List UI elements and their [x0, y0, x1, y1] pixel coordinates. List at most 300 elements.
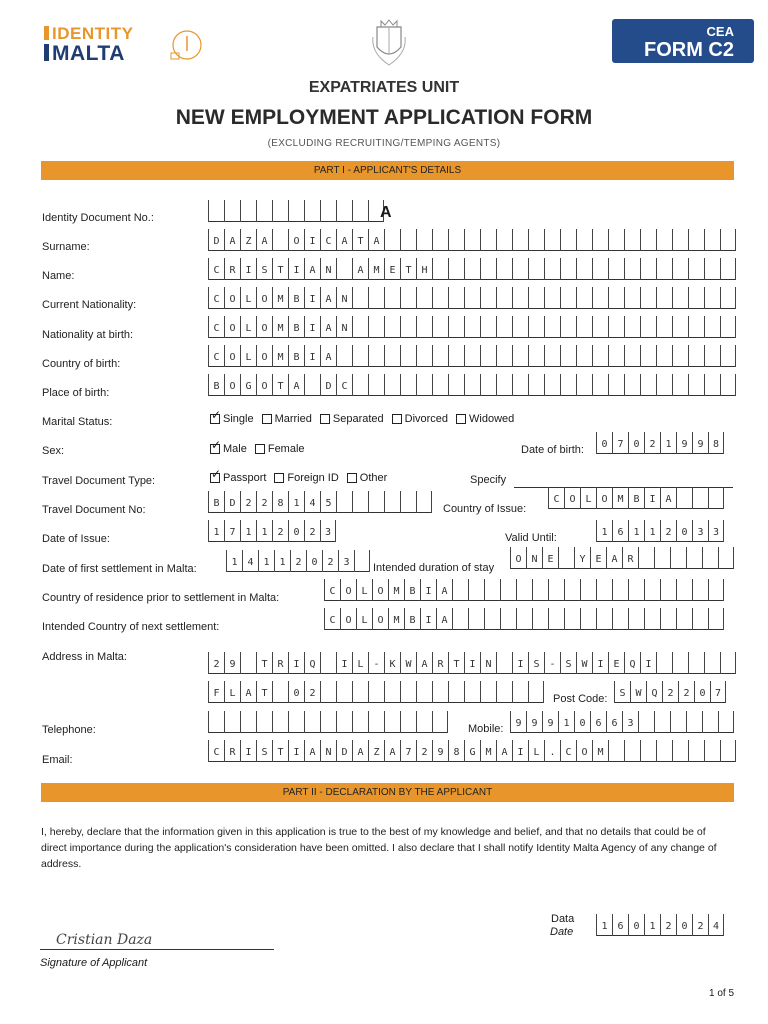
char-box: 2: [660, 914, 676, 936]
char-box: [416, 681, 432, 703]
char-box: 6: [590, 711, 606, 733]
char-box: [480, 681, 496, 703]
char-box: [718, 711, 734, 733]
char-box: [688, 287, 704, 309]
checkbox-label: Widowed: [469, 413, 515, 425]
char-box: [544, 258, 560, 280]
char-box: L: [356, 579, 372, 601]
declaration-date-field[interactable]: [596, 914, 724, 936]
char-box: [528, 681, 544, 703]
char-box: [464, 287, 480, 309]
char-box: [336, 681, 352, 703]
char-box: M: [388, 579, 404, 601]
char-box: [432, 316, 448, 338]
char-box: [544, 229, 560, 251]
char-box: [416, 345, 432, 367]
char-box: 0: [288, 681, 304, 703]
char-box: [432, 287, 448, 309]
char-box: B: [404, 608, 420, 630]
char-box: 2: [322, 550, 338, 572]
char-box: [528, 345, 544, 367]
char-box: [452, 579, 468, 601]
char-box: [464, 316, 480, 338]
char-box: [640, 258, 656, 280]
checkbox-option[interactable]: [210, 413, 254, 425]
char-box: [256, 200, 272, 222]
char-box: 1: [644, 914, 660, 936]
char-box: [654, 547, 670, 569]
char-box: O: [372, 579, 388, 601]
char-box: [416, 374, 432, 396]
char-box: [592, 229, 608, 251]
char-box: [464, 681, 480, 703]
checkbox-option[interactable]: [274, 472, 338, 484]
checkbox-label: Foreign ID: [287, 472, 339, 484]
char-box: I: [240, 258, 256, 280]
char-box: 0: [694, 681, 710, 703]
duration-field[interactable]: [510, 547, 734, 569]
label-travel-doc-type: Travel Document Type:: [42, 475, 156, 487]
char-box: C: [208, 287, 224, 309]
char-box: A: [320, 345, 336, 367]
char-box: I: [304, 229, 320, 251]
char-box: 0: [676, 520, 692, 542]
char-box: [624, 345, 640, 367]
char-box: [320, 711, 336, 733]
char-box: [560, 374, 576, 396]
char-box: [352, 287, 368, 309]
first-settlement-field[interactable]: [226, 550, 370, 572]
char-box: A: [352, 258, 368, 280]
travel-doc-no-field[interactable]: [208, 491, 432, 513]
char-box: Q: [646, 681, 662, 703]
char-box: O: [372, 608, 388, 630]
char-box: O: [340, 608, 356, 630]
char-box: [720, 316, 736, 338]
char-box: E: [608, 652, 624, 674]
identity-malta-logo: [44, 24, 133, 64]
char-box: [532, 579, 548, 601]
char-box: I: [512, 740, 528, 762]
char-box: R: [224, 258, 240, 280]
char-box: -: [544, 652, 560, 674]
char-box: [676, 608, 692, 630]
char-box-row: [208, 345, 736, 367]
char-box: [576, 258, 592, 280]
empty-box-icon[interactable]: [456, 414, 466, 424]
char-box: [638, 711, 654, 733]
char-box: [672, 374, 688, 396]
char-box-row: [548, 487, 724, 509]
label-valid-until: Valid Until:: [505, 532, 557, 544]
char-box: [288, 200, 304, 222]
char-box: O: [224, 374, 240, 396]
label-telephone: Telephone:: [42, 724, 96, 736]
char-box: [640, 345, 656, 367]
char-box: S: [614, 681, 630, 703]
char-box: [560, 229, 576, 251]
label-surname: Surname:: [42, 241, 90, 253]
current-nationality-field[interactable]: [208, 287, 736, 309]
char-box: 3: [338, 550, 354, 572]
char-box: D: [224, 491, 240, 513]
next-settlement-field[interactable]: [324, 608, 724, 630]
char-box: 4: [242, 550, 258, 572]
char-box: [612, 579, 628, 601]
checkbox-label: Divorced: [404, 413, 449, 425]
char-box: [672, 740, 688, 762]
char-box: 1: [660, 432, 676, 454]
char-box: [656, 374, 672, 396]
char-box: [608, 316, 624, 338]
char-box: I: [420, 579, 436, 601]
char-box: A: [606, 547, 622, 569]
char-box: M: [592, 740, 608, 762]
empty-box-icon[interactable]: [392, 414, 402, 424]
email-field[interactable]: [208, 740, 736, 762]
char-box: 7: [612, 432, 628, 454]
char-box: [688, 740, 704, 762]
char-box: [576, 345, 592, 367]
date-issue-field[interactable]: [208, 520, 336, 542]
char-box: [672, 229, 688, 251]
char-box: [708, 487, 724, 509]
char-box: [512, 681, 528, 703]
char-box: [670, 547, 686, 569]
char-box: [272, 200, 288, 222]
char-box: 2: [692, 914, 708, 936]
char-box: T: [272, 374, 288, 396]
char-box: [702, 547, 718, 569]
travel-doc-type-options[interactable]: [210, 472, 387, 484]
char-box: B: [628, 487, 644, 509]
char-box: O: [224, 345, 240, 367]
char-box: N: [320, 258, 336, 280]
char-box: [644, 579, 660, 601]
char-box: [692, 487, 708, 509]
char-box: O: [340, 579, 356, 601]
char-box: [560, 258, 576, 280]
badge-bottom: FORM C2: [644, 39, 734, 61]
char-box: 8: [708, 432, 724, 454]
char-box: [640, 374, 656, 396]
checkbox-option[interactable]: [210, 472, 266, 484]
char-box: [464, 229, 480, 251]
char-box: O: [596, 487, 612, 509]
empty-box-icon[interactable]: [255, 444, 265, 454]
char-box: [336, 491, 352, 513]
char-box: [704, 229, 720, 251]
label-post-code: Post Code:: [553, 693, 608, 705]
label-nationality-birth: Nationality at birth:: [42, 329, 134, 341]
char-box: I: [288, 740, 304, 762]
checkbox-option[interactable]: [392, 413, 448, 425]
char-box: L: [240, 287, 256, 309]
char-box: [548, 608, 564, 630]
char-box: A: [288, 374, 304, 396]
checkbox-option[interactable]: [255, 443, 305, 455]
char-box: [708, 579, 724, 601]
char-box: [272, 711, 288, 733]
char-box: [496, 287, 512, 309]
signature-line[interactable]: [40, 949, 274, 950]
char-box: [720, 258, 736, 280]
char-box: S: [256, 740, 272, 762]
char-box: [432, 345, 448, 367]
char-box: [400, 374, 416, 396]
char-box: 0: [596, 432, 612, 454]
char-box-row: [208, 374, 736, 396]
sex-options[interactable]: [210, 443, 305, 455]
part1-banner: PART I - APPLICANT'S DETAILS: [41, 161, 734, 180]
char-box: [368, 711, 384, 733]
char-box: [368, 681, 384, 703]
char-box: [720, 652, 736, 674]
char-box: [704, 374, 720, 396]
char-box: [468, 608, 484, 630]
marital-status-options[interactable]: [210, 413, 514, 425]
char-box: 1: [240, 520, 256, 542]
nationality-birth-field[interactable]: [208, 316, 736, 338]
char-box: T: [256, 681, 272, 703]
char-box: 3: [708, 520, 724, 542]
post-code-field[interactable]: [614, 681, 726, 703]
char-box: [496, 681, 512, 703]
char-box: [580, 579, 596, 601]
char-box: C: [208, 316, 224, 338]
char-box: 2: [240, 491, 256, 513]
char-box: A: [368, 229, 384, 251]
char-box: [528, 374, 544, 396]
char-box: [676, 579, 692, 601]
char-box: 2: [290, 550, 306, 572]
char-box-row: [510, 711, 734, 733]
char-box: 7: [224, 520, 240, 542]
char-box: [624, 316, 640, 338]
address-line-2-field[interactable]: [208, 681, 544, 703]
char-box: 1: [208, 520, 224, 542]
declaration-text: I, hereby, declare that the information given in this application is true to the best of my knowledge and belief, and that no details that could be of direct importance during the application's consideration have been omitted. I also declare that I shall notify Identity Malta Agency of any change of address.: [41, 826, 717, 870]
char-box: [544, 374, 560, 396]
char-box: A: [256, 229, 272, 251]
char-box: [672, 345, 688, 367]
char-box: D: [336, 740, 352, 762]
label-country-birth: Country of birth:: [42, 358, 121, 370]
char-box: [672, 258, 688, 280]
char-box: Y: [574, 547, 590, 569]
char-box: [592, 316, 608, 338]
char-box-row: [208, 200, 384, 222]
char-box: [718, 547, 734, 569]
char-box: L: [528, 740, 544, 762]
char-box: [288, 711, 304, 733]
char-box: 9: [224, 652, 240, 674]
char-box: R: [224, 740, 240, 762]
char-box: W: [400, 652, 416, 674]
char-box: [672, 287, 688, 309]
char-box: H: [416, 258, 432, 280]
char-box: 1: [274, 550, 290, 572]
char-box: [704, 316, 720, 338]
char-box: M: [480, 740, 496, 762]
char-box: [384, 491, 400, 513]
char-box: S: [560, 652, 576, 674]
country-issue-field[interactable]: [548, 487, 724, 509]
char-box: [224, 711, 240, 733]
char-box: [448, 258, 464, 280]
char-box: [512, 316, 528, 338]
page-number: 1 of 5: [709, 988, 735, 999]
char-box: C: [324, 608, 340, 630]
char-box: [720, 740, 736, 762]
char-box: 2: [644, 432, 660, 454]
char-box: I: [644, 487, 660, 509]
char-box: [352, 681, 368, 703]
address-line-1-field[interactable]: [208, 652, 736, 674]
char-box: [608, 287, 624, 309]
char-box: I: [304, 287, 320, 309]
empty-box-icon[interactable]: [262, 414, 272, 424]
char-box: 3: [320, 520, 336, 542]
valid-until-field[interactable]: [596, 520, 724, 542]
char-box: 8: [272, 491, 288, 513]
char-box: [400, 287, 416, 309]
char-box: [720, 229, 736, 251]
checked-box-icon[interactable]: [210, 444, 220, 454]
char-box: [644, 608, 660, 630]
char-box: [352, 374, 368, 396]
char-box: [500, 579, 516, 601]
char-box-row: [208, 258, 736, 280]
char-box: [720, 287, 736, 309]
char-box: I: [420, 608, 436, 630]
char-box: [656, 229, 672, 251]
telephone-field[interactable]: [208, 711, 448, 733]
char-box: O: [256, 374, 272, 396]
char-box: 3: [692, 520, 708, 542]
char-box: [656, 652, 672, 674]
checkbox-label: Male: [223, 443, 247, 455]
char-box: A: [240, 681, 256, 703]
label-date-of-birth: Date of birth:: [521, 444, 584, 456]
char-box: 1: [628, 520, 644, 542]
char-box: [384, 287, 400, 309]
char-box: B: [208, 491, 224, 513]
mobile-field[interactable]: [510, 711, 734, 733]
label-travel-doc-no: Travel Document No:: [42, 504, 146, 516]
char-box: [484, 608, 500, 630]
checkbox-option[interactable]: [347, 472, 388, 484]
char-box: [532, 608, 548, 630]
checked-box-icon[interactable]: [210, 414, 220, 424]
char-box: [592, 374, 608, 396]
char-box: 1: [596, 914, 612, 936]
residence-prior-field[interactable]: [324, 579, 724, 601]
char-box: 1: [256, 520, 272, 542]
checkbox-option[interactable]: [262, 413, 312, 425]
checkbox-option[interactable]: [320, 413, 384, 425]
char-box: A: [304, 740, 320, 762]
char-box: [692, 579, 708, 601]
checkbox-option[interactable]: [210, 443, 247, 455]
char-box: D: [320, 374, 336, 396]
char-box: [368, 345, 384, 367]
char-box: C: [560, 740, 576, 762]
char-box: [544, 345, 560, 367]
char-box: [464, 345, 480, 367]
char-box-row: [596, 432, 724, 454]
country-birth-field[interactable]: [208, 345, 736, 367]
surname-field[interactable]: [208, 229, 736, 251]
char-box: [656, 740, 672, 762]
char-box: N: [336, 287, 352, 309]
checkbox-option[interactable]: [456, 413, 514, 425]
label-first-settlement: Date of first settlement in Malta:: [42, 563, 197, 575]
char-box: [608, 740, 624, 762]
char-box: [448, 229, 464, 251]
char-box: F: [208, 681, 224, 703]
char-box: 1: [288, 491, 304, 513]
char-box-row: [510, 547, 734, 569]
char-box: M: [272, 345, 288, 367]
name-field[interactable]: [208, 258, 736, 280]
char-box: 0: [628, 432, 644, 454]
char-box: [480, 374, 496, 396]
char-box: [624, 287, 640, 309]
char-box: [384, 711, 400, 733]
char-box-row: [226, 550, 370, 572]
char-box-row: [208, 229, 736, 251]
place-birth-field[interactable]: [208, 374, 736, 396]
char-box: [676, 487, 692, 509]
char-box: [608, 345, 624, 367]
char-box-row: [596, 914, 724, 936]
empty-box-icon[interactable]: [347, 473, 357, 483]
char-box: [656, 287, 672, 309]
date-label-mt: Data: [551, 913, 575, 925]
char-box: [432, 229, 448, 251]
signature-label: Signature of Applicant: [40, 957, 148, 969]
char-box: [688, 316, 704, 338]
checked-box-icon[interactable]: [210, 473, 220, 483]
char-box: [384, 229, 400, 251]
char-box: [496, 652, 512, 674]
char-box: B: [288, 316, 304, 338]
char-box: 0: [288, 520, 304, 542]
label-name: Name:: [42, 270, 75, 282]
char-box: 6: [606, 711, 622, 733]
char-box: [368, 287, 384, 309]
char-box: 7: [710, 681, 726, 703]
empty-box-icon[interactable]: [274, 473, 284, 483]
char-box: T: [448, 652, 464, 674]
char-box: [656, 345, 672, 367]
char-box: [560, 345, 576, 367]
char-box: [708, 608, 724, 630]
char-box: [592, 287, 608, 309]
date-of-birth-field[interactable]: [596, 432, 724, 454]
char-box: [452, 608, 468, 630]
char-box: [320, 652, 336, 674]
identity-doc-field[interactable]: [208, 200, 384, 222]
char-box: [516, 608, 532, 630]
empty-box-icon[interactable]: [320, 414, 330, 424]
char-box: G: [240, 374, 256, 396]
char-box: W: [630, 681, 646, 703]
char-box: 1: [596, 520, 612, 542]
char-box: 4: [304, 491, 320, 513]
char-box: [704, 258, 720, 280]
